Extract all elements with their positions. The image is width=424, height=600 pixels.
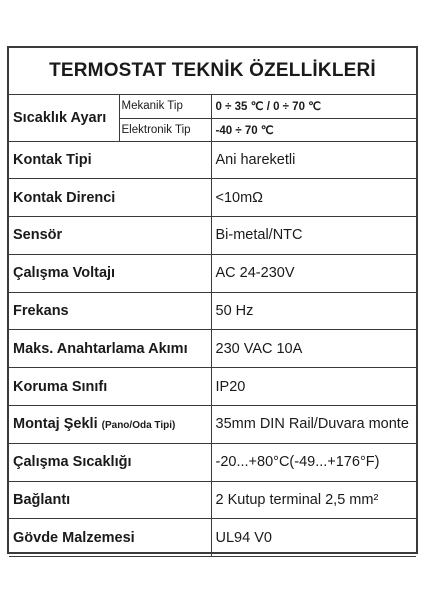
spec-value: IP20 [211,368,416,406]
spec-value: UL94 V0 [211,519,416,557]
table-row [9,368,416,406]
table-row [9,179,416,217]
subtype-label: Mekanik Tip [119,95,211,118]
spec-value: 2 Kutup terminal 2,5 mm² [211,481,416,519]
table-row [9,254,416,292]
table-row [9,481,416,519]
spec-value: AC 24-230V [211,254,416,292]
spec-label: Gövde Malzemesi [9,519,211,557]
spec-label: Bağlantı [9,481,211,519]
spec-value: 230 VAC 10A [211,330,416,368]
table-row [9,406,416,444]
spec-label: Montaj Şekli [13,416,98,433]
subtype-value: 0 ÷ 35 ℃ / 0 ÷ 70 ℃ [211,95,416,118]
subtype-value: -40 ÷ 70 ℃ [211,118,416,141]
table-row [9,292,416,330]
spec-value: 50 Hz [211,292,416,330]
spec-value: -20...+80°C(-49...+176°F) [211,443,416,481]
spec-label: Sensör [9,217,211,255]
spec-value: <10mΩ [211,179,416,217]
spec-label: Çalışma Voltajı [9,254,211,292]
table-row [9,217,416,255]
table-row [9,95,416,118]
spec-label-note: (Pano/Oda Tipi) [101,420,176,432]
spec-label: Koruma Sınıfı [9,368,211,406]
spec-label: Kontak Direnci [9,179,211,217]
subtype-label: Elektronik Tip [119,118,211,141]
sheet-title: TERMOSTAT TEKNİK ÖZELLİKLERİ [9,48,416,95]
table-row [9,519,416,557]
spec-table [9,95,416,557]
table-row [9,443,416,481]
spec-value: 35mm DIN Rail/Duvara monte [211,406,416,444]
spec-value: Bi-metal/NTC [211,217,416,255]
spec-label-montaj [9,406,211,444]
spec-label: Çalışma Sıcaklığı [9,443,211,481]
table-row [9,330,416,368]
table-row [9,141,416,179]
spec-sheet [7,46,418,554]
spec-label: Maks. Anahtarlama Akımı [9,330,211,368]
spec-label: Sıcaklık Ayarı [9,95,119,141]
spec-value: Ani hareketli [211,141,416,179]
spec-label: Kontak Tipi [9,141,211,179]
spec-label: Frekans [9,292,211,330]
